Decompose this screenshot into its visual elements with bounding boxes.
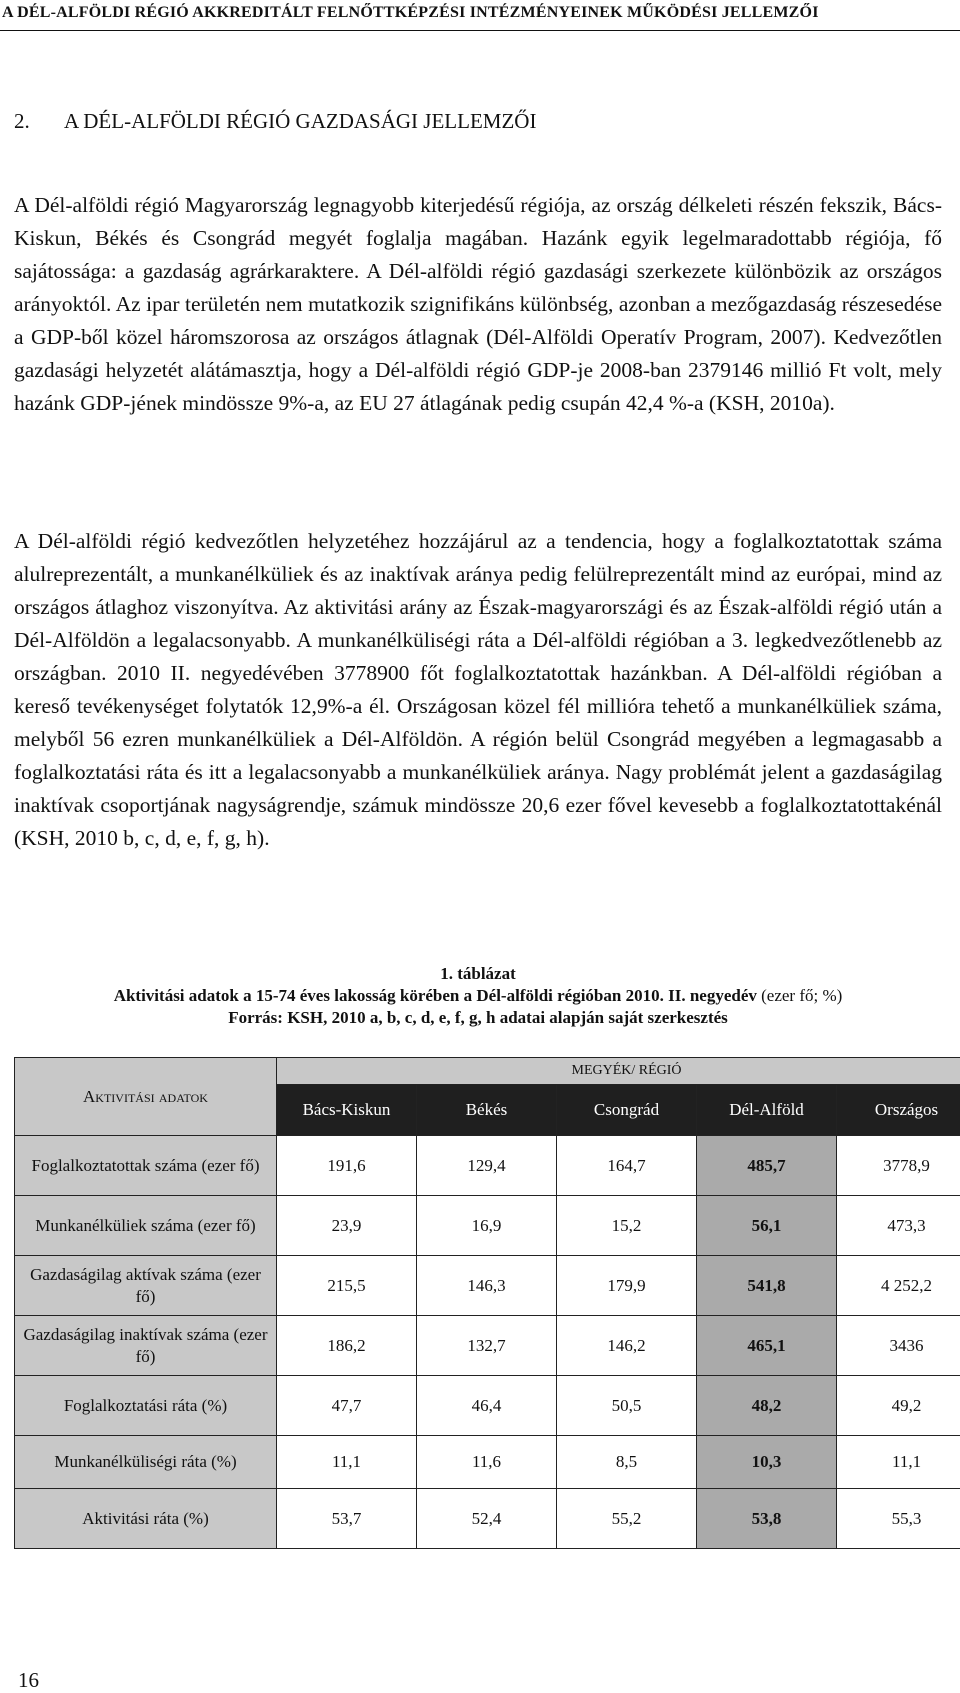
running-header: A DÉL-ALFÖLDI RÉGIÓ AKKREDITÁLT FELNŐTTKÉPZÉSI INTÉZMÉNYEINEK MŰKÖDÉSI JELLEMZŐI [0, 4, 960, 22]
table-cell: 47,7 [277, 1376, 417, 1436]
region-group-header: MEGYÉK/ RÉGIÓ [277, 1058, 960, 1085]
table-row [15, 1136, 960, 1196]
table-cell-highlight: 10,3 [697, 1436, 837, 1489]
table-cell: 11,1 [837, 1436, 960, 1489]
table-cell: 11,1 [277, 1436, 417, 1489]
header-divider [0, 30, 960, 31]
table-cell: 132,7 [417, 1316, 557, 1376]
table-source: Forrás: KSH, 2010 a, b, c, d, e, f, g, h adatai alapján saját szerkesztés [14, 1007, 942, 1029]
column-header: Bács-Kiskun [277, 1085, 417, 1136]
section-title [14, 109, 536, 134]
section-title-text: A DÉL-ALFÖLDI RÉGIÓ GAZDASÁGI JELLEMZŐI [64, 109, 536, 133]
activity-data-table [14, 1057, 960, 1549]
row-label: Foglalkoztatottak száma (ezer fő) [15, 1136, 277, 1196]
table-cell: 191,6 [277, 1136, 417, 1196]
table-cell: 8,5 [557, 1436, 697, 1489]
row-label: Foglalkoztatási ráta (%) [15, 1376, 277, 1436]
table-cell: 16,9 [417, 1196, 557, 1256]
table-cell: 23,9 [277, 1196, 417, 1256]
table-row [15, 1376, 960, 1436]
table-cell: 3778,9 [837, 1136, 960, 1196]
table-cell: 129,4 [417, 1136, 557, 1196]
table-title [14, 985, 942, 1007]
row-label: Munkanélküliek száma (ezer fő) [15, 1196, 277, 1256]
table-cell: 146,2 [557, 1316, 697, 1376]
table-row [15, 1256, 960, 1316]
paragraph-employment: A Dél-alföldi régió kedvezőtlen helyzetéhez hozzájárul az a tendencia, hogy a foglalkoztatottak száma alulreprezentált, a munkanélküliek és az inaktívak aránya pedig felülreprezentált mind az európai, mind az országos átlaghoz viszonyítva. Az aktivitási arány az Észak-magyarországi és az Észak-alföldi régió után a Dél-Alföldön a legalacsonyabb. A munkanélküliségi ráta a Dél-alföldi régióban a 3. legkedvezőtlenebb az országban. 2010 II. negyedévében 3778900 főt foglalkoztatottak hazánkban. A Dél-alföldi régióban a kereső tevékenységet folytatók 12,9%-a él. Országosan közel fél millióra tehető a munkanélküliek száma, melyből 56 ezren munkanélküliek a Dél-Alföldön. A régión belül Csongrád megyében a legmagasabb a foglalkoztatási ráta és itt a legalacsonyabb a munkanélküliek aránya. Nagy problémát jelent a gazdaságilag inaktívak csoportjának nagyságrendje, számuk mindössze 20,6 ezer fővel kevesebb a foglalkoztatottakénál (KSH, 2010 b, c, d, e, f, g, h). [14, 525, 942, 855]
table-cell: 473,3 [837, 1196, 960, 1256]
column-header: Békés [417, 1085, 557, 1136]
row-label: Gazdaságilag inaktívak száma (ezer fő) [15, 1316, 277, 1376]
row-label: Munkanélküliségi ráta (%) [15, 1436, 277, 1489]
table-cell-highlight: 541,8 [697, 1256, 837, 1316]
table-cell: 46,4 [417, 1376, 557, 1436]
table-cell: 3436 [837, 1316, 960, 1376]
column-header: Országos [837, 1085, 960, 1136]
column-header: Dél-Alföld [697, 1085, 837, 1136]
table-cell-highlight: 53,8 [697, 1489, 837, 1549]
table-title-main: Aktivitási adatok a 15-74 éves lakosság körében a Dél-alföldi régióban 2010. II. negyedév [114, 986, 757, 1005]
paragraph-regional-overview: A Dél-alföldi régió Magyarország legnagyobb kiterjedésű régiója, az ország délkeleti részén fekszik, Bács-Kiskun, Békés és Csongrád megyét foglalja magában. Hazánk egyik legelmaradottabb régiója, fő sajátossága: a gazdaság agrárkaraktere. A Dél-alföldi régió gazdasági szerkezete különbözik az országos arányoktól. Az ipar területén nem mutatkozik szignifikáns különbség, azonban a mezőgazdaság részesedése a GDP-ből közel háromszorosa az országos átlagnak (Dél-Alföldi Operatív Program, 2007). Kedvezőtlen gazdasági helyzetét alátámasztja, hogy a Dél-alföldi régió GDP-je 2008-ban 2379146 millió Ft volt, mely hazánk GDP-jének mindössze 9%-a, az EU 27 átlagának pedig csupán 42,4 %-a (KSH, 2010a). [14, 189, 942, 420]
section-number: 2. [14, 109, 64, 134]
table-cell-highlight: 465,1 [697, 1316, 837, 1376]
table-cell: 179,9 [557, 1256, 697, 1316]
table-cell-highlight: 56,1 [697, 1196, 837, 1256]
table-label-header: Aktivitási adatok [15, 1058, 277, 1136]
table-title-units: (ezer fő; %) [757, 986, 842, 1005]
table-cell: 50,5 [557, 1376, 697, 1436]
row-label: Gazdaságilag aktívak száma (ezer fő) [15, 1256, 277, 1316]
table-cell: 146,3 [417, 1256, 557, 1316]
table-cell: 186,2 [277, 1316, 417, 1376]
table-cell: 53,7 [277, 1489, 417, 1549]
table-cell: 55,2 [557, 1489, 697, 1549]
column-header: Csongrád [557, 1085, 697, 1136]
table-cell-highlight: 48,2 [697, 1376, 837, 1436]
table-cell: 52,4 [417, 1489, 557, 1549]
table-row [15, 1316, 960, 1376]
table-cell: 215,5 [277, 1256, 417, 1316]
table-row [15, 1196, 960, 1256]
table-row [15, 1436, 960, 1489]
row-label: Aktivitási ráta (%) [15, 1489, 277, 1549]
table-number: 1. táblázat [14, 963, 942, 985]
table-cell: 49,2 [837, 1376, 960, 1436]
table-cell: 15,2 [557, 1196, 697, 1256]
table-row [15, 1489, 960, 1549]
table-cell: 164,7 [557, 1136, 697, 1196]
table-cell: 11,6 [417, 1436, 557, 1489]
page-number: 16 [18, 1668, 39, 1693]
table-cell: 55,3 [837, 1489, 960, 1549]
table-cell-highlight: 485,7 [697, 1136, 837, 1196]
table-cell: 4 252,2 [837, 1256, 960, 1316]
